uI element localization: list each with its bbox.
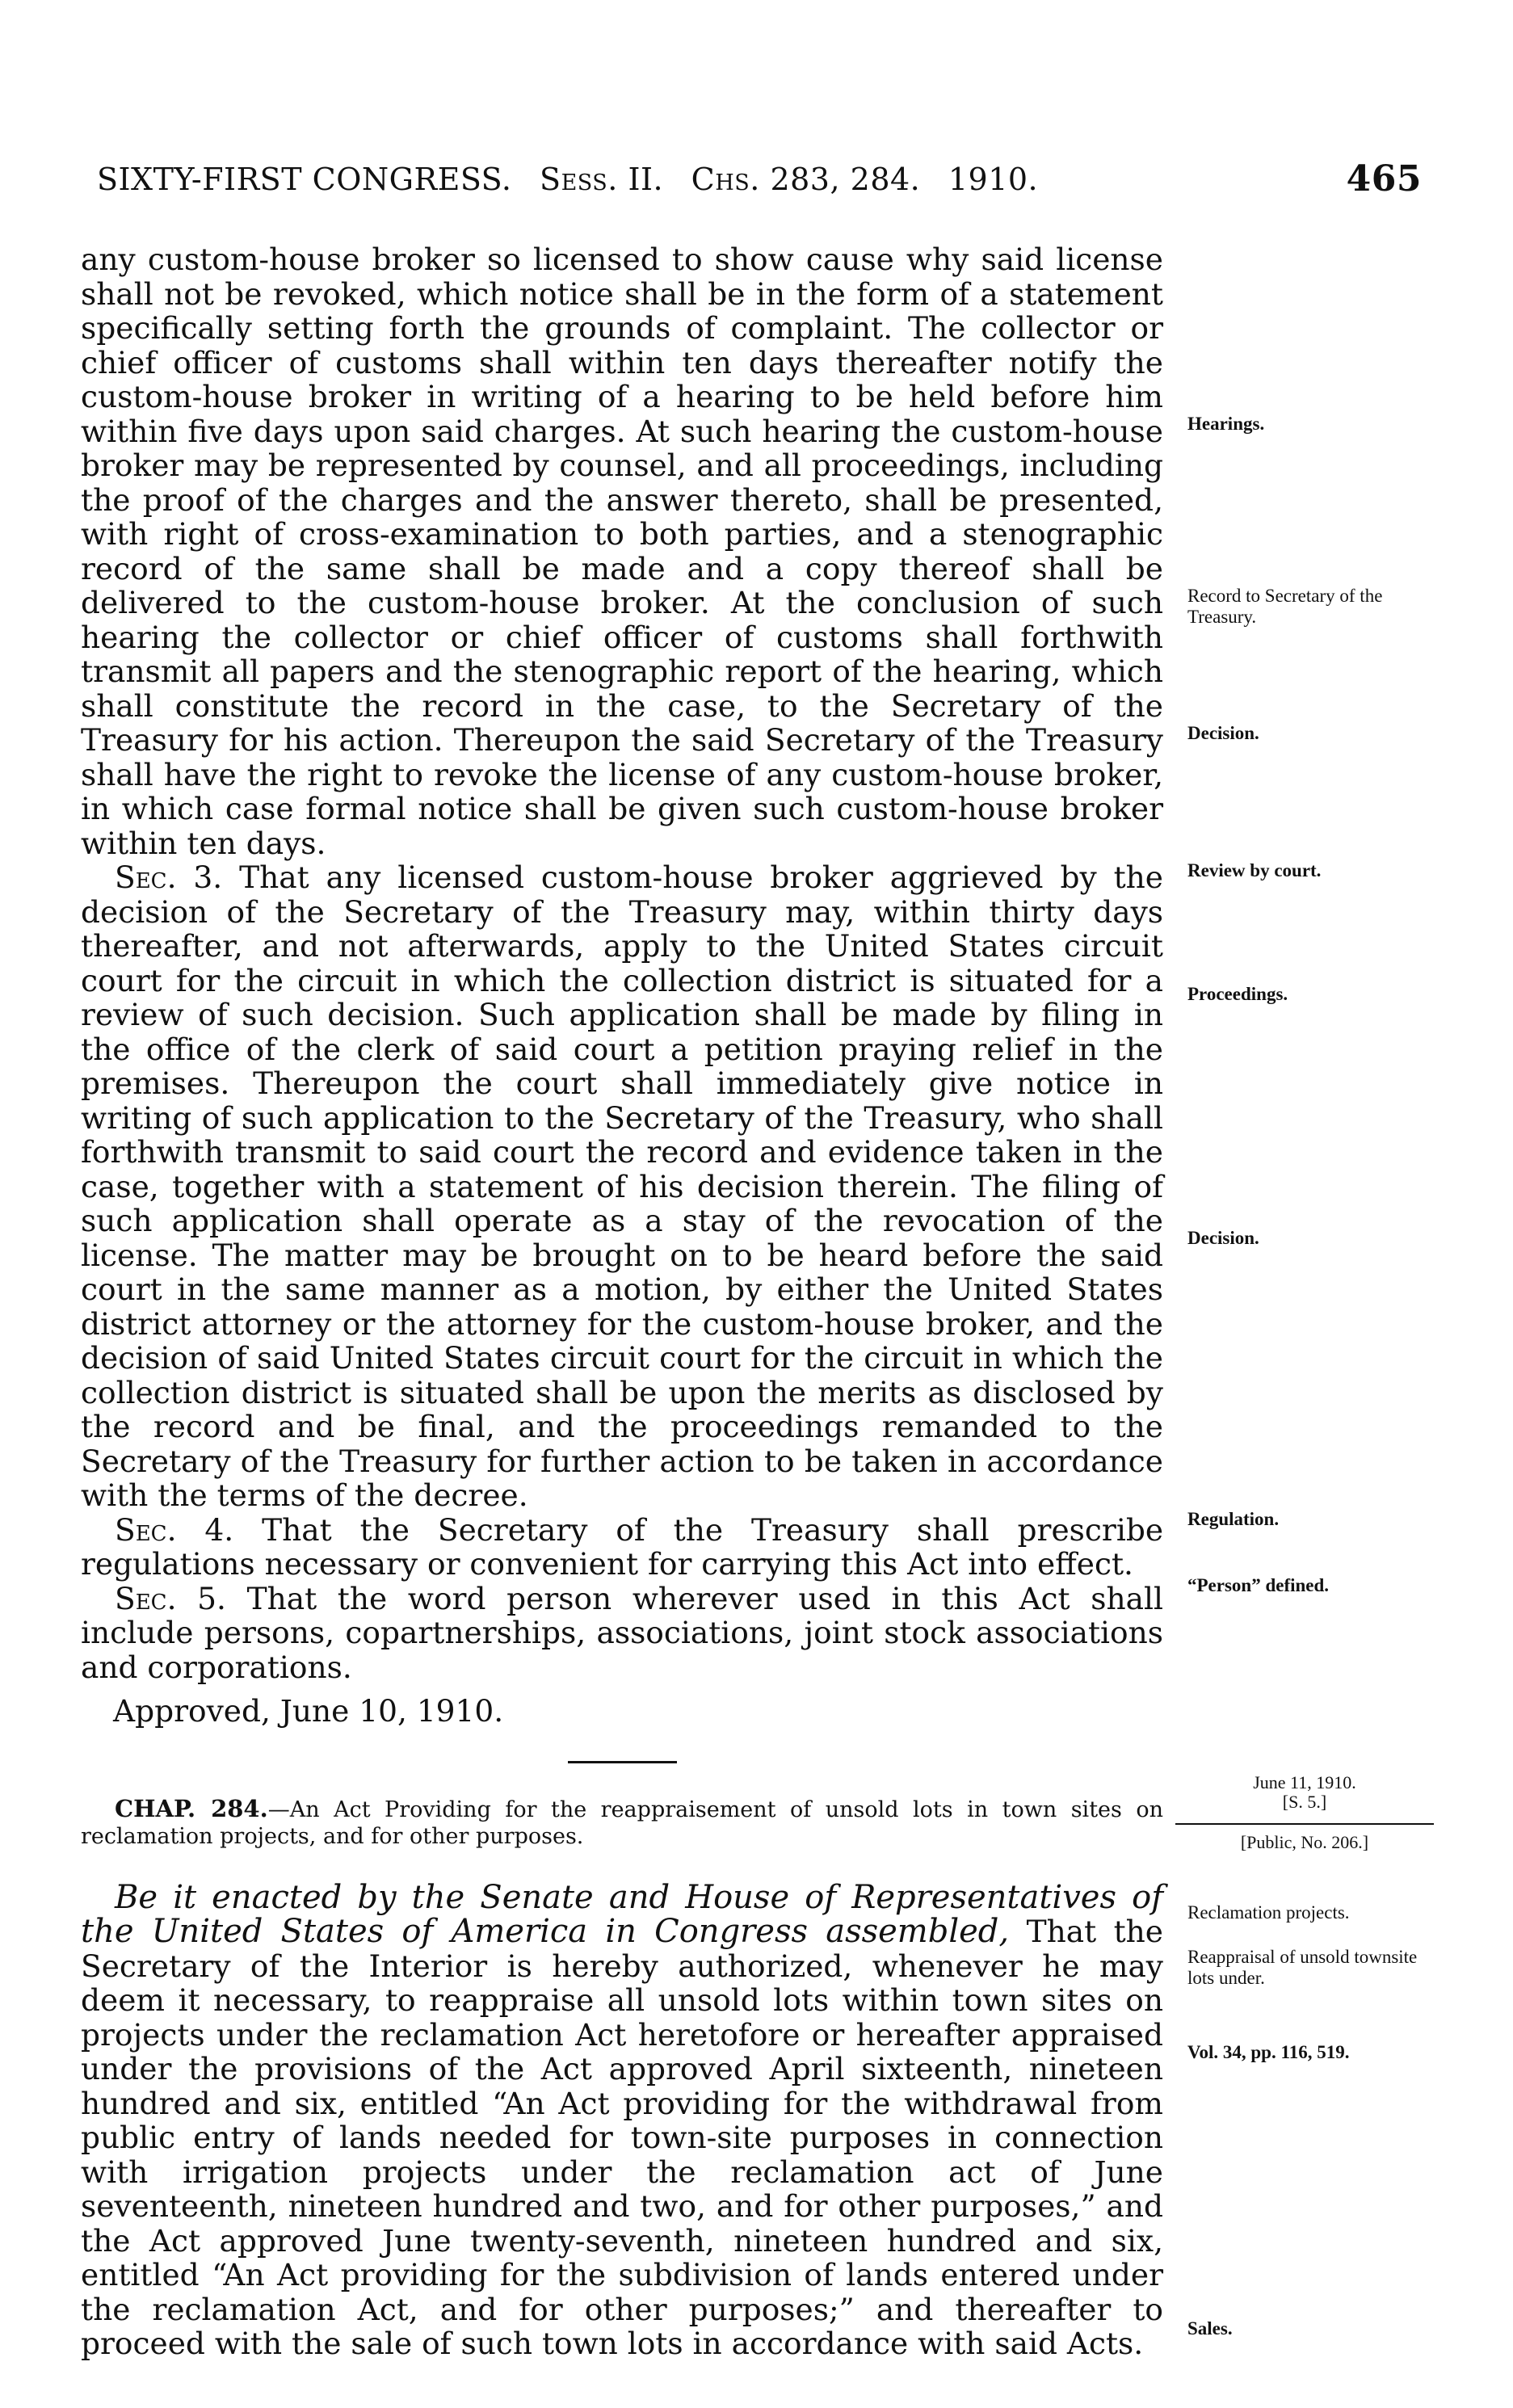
enacting-paragraph bbox=[81, 1878, 1164, 2361]
paragraph-continuation: any custom-house broker so licensed to show cause why said license shall not be revoked, which notice shall be in the form of a statement specifically setting forth the grounds of complaint. The collector or chief officer of customs shall within ten days thereafter notify the custom-house broker in writing of a hearing to be held before him within five days upon said charges. At such hearing the custom-house broker may be represented by counsel, and all proceedings, including the proof of the charges and the answer thereto, shall be presented, with right of cross-examination to both parties, and a stenographic record of the same shall be made and a copy thereof shall be delivered to the custom-house broker. At the conclusion of such hearing the collector or chief officer of customs shall forthwith transmit all papers and the stenographic report of the hearing, which shall constitute the record in the case, to the Secretary of the Treasury for his action. Thereupon the said Secretary of the Treasury shall have the right to revoke the license of any custom-house broker, in which case formal notice shall be given such custom-house broker within ten days. bbox=[81, 242, 1163, 861]
section-5 bbox=[81, 1582, 1163, 1685]
margin-note-volume-reference: Vol. 34, pp. 116, 519. bbox=[1187, 2042, 1350, 2062]
approval-date: June 11, 1910. bbox=[1253, 1772, 1356, 1792]
chapter-divider bbox=[568, 1761, 677, 1763]
session-label: Sess. II. bbox=[540, 162, 664, 197]
enacting-clause: Be it enacted by the Senate and House of Representatives of the United States of America in Congress assembled, bbox=[81, 1878, 1163, 1950]
margin-note-sales: Sales. bbox=[1187, 2318, 1233, 2339]
chapter-date-block bbox=[1175, 1773, 1434, 1852]
margin-note-record: Record to Secretary of the Treasury. bbox=[1187, 586, 1383, 627]
page-number: 465 bbox=[1346, 158, 1422, 200]
section-4-text: That the Secretary of the Treasury shall prescribe regulations necessary or convenient for carrying this Act into effect. bbox=[81, 1511, 1164, 1582]
margin-note-proceedings: Proceedings. bbox=[1187, 984, 1288, 1004]
senate-bill: [S. 5.] bbox=[1282, 1792, 1327, 1812]
year-label: 1910. bbox=[948, 162, 1039, 197]
section-3-label: Sec. 3. bbox=[115, 859, 223, 895]
margin-note-decision-2: Decision. bbox=[1187, 1228, 1259, 1248]
section-5-text: That the word person wherever used in this Act shall include persons, copartnerships, associations, joint stock associations and corporations. bbox=[81, 1580, 1164, 1685]
section-3 bbox=[81, 860, 1163, 1513]
section-3-text: That any licensed custom-house broker aggrieved by the decision of the Secretary of the Treasury may, within thirty days thereafter, and not afterwards, apply to the United States circuit court for the circuit in which the collection district is situated for a review of such decision. Such application shall be made by filing in the office of the clerk of said court a petition praying relief in the premises. Thereupon the court shall immediately give notice in writing of such application to the Secretary of the Treasury, who shall forthwith transmit to said court the record and evidence taken in the case, together with a statement of his decision therein. The filing of such application shall operate as a stay of the revocation of the license. The matter may be brought on to be heard before the said court in the same manner as a motion, by either the United States district attorney or the attorney for the custom-house broker, and the decision of said United States circuit court for the circuit in which the collection district is situated shall be upon the merits as disclosed by the record and be final, and the proceedings remanded to the Secretary of the Treasury for further action to be taken in accordance with the terms of the decree. bbox=[81, 859, 1163, 1513]
public-law-number: [Public, No. 206.] bbox=[1175, 1823, 1434, 1852]
main-text-column bbox=[81, 242, 1163, 2361]
margin-note-person: “Person” defined. bbox=[1187, 1575, 1330, 1595]
margin-note-review: Review by court. bbox=[1187, 860, 1322, 880]
approved-line: Approved, June 10, 1910. bbox=[113, 1693, 504, 1729]
chapter-label: CHAP. 284. bbox=[115, 1794, 268, 1822]
margin-note-hearings: Hearings. bbox=[1187, 414, 1265, 434]
section-5-label: Sec. 5. bbox=[115, 1580, 226, 1616]
margin-note-regulation: Regulation. bbox=[1187, 1509, 1280, 1529]
margin-note-decision: Decision. bbox=[1187, 723, 1259, 743]
chapter-title bbox=[81, 1796, 1163, 1850]
running-header bbox=[97, 158, 1422, 210]
section-4-label: Sec. 4. bbox=[115, 1511, 234, 1548]
margin-note-reappraisal: Reappraisal of unsold townsite lots under. bbox=[1187, 1947, 1418, 1988]
congress-label: SIXTY-FIRST CONGRESS. bbox=[97, 162, 512, 197]
enacting-text: That the Secretary of the Interior is hereby authorized, whenever he may deem it necessary, to reappraise all unsold lots within town sites on projects under the reclamation Act heretofore or hereafter appraised under the provisions of the Act approved April sixteenth, nineteen hundred and six, entitled “An Act providing for the withdrawal from public entry of lands needed for town-site purposes in connection with irrigation projects under the reclamation act of June seventeenth, nineteen hundred and two, and for other purposes,” and the Act approved June twenty-seventh, nineteen hundred and six, entitled “An Act providing for the subdivision of lands entered under the reclamation Act, and for other purposes;” and thereafter to proceed with the sale of such town lots in accordance with said Acts. bbox=[81, 1914, 1164, 2361]
chapters-label: Chs. 283, 284. bbox=[691, 162, 921, 197]
running-title bbox=[97, 162, 1056, 197]
section-4 bbox=[81, 1513, 1163, 1582]
margin-note-reclamation: Reclamation projects. bbox=[1187, 1902, 1350, 1923]
chapter-title-text: —An Act Providing for the reappraisement of unsold lots in town sites on reclamation projects, and for other purposes. bbox=[81, 1797, 1164, 1849]
